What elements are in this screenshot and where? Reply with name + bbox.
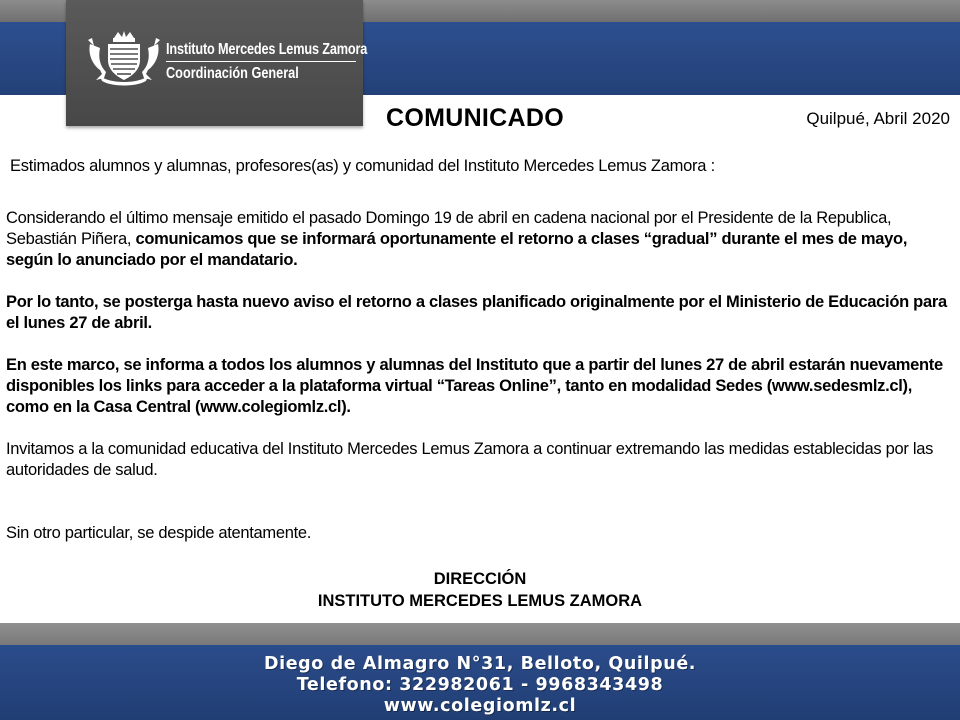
signature-block (0, 568, 960, 612)
closing-line: Sin otro particular, se despide atentamente. (6, 524, 312, 542)
signature-line-2: INSTITUTO MERCEDES LEMUS ZAMORA (317, 592, 643, 610)
document-body (6, 208, 956, 565)
greeting: Estimados alumnos y alumnas, profesores(as) y comunidad del Instituto Mercedes Lemus Zamora : (10, 157, 715, 175)
institution-name: Instituto Mercedes Lemus Zamora (166, 41, 368, 58)
footer-gray-band (0, 623, 960, 645)
paragraph-1-normal: Considerando el último mensaje emitido el pasado Domingo 19 de abril en cadena nacional por el Presidente de la Republica, Sebastián Piñera, (6, 209, 892, 248)
place-date: Quilpué, Abril 2020 (806, 109, 950, 128)
paragraph-3-text: En este marco, se informa a todos los alumnos y alumnas del Instituto que a partir del lunes 27 de abril estarán nuevamente disponibles los links para acceder a la plataforma virtual “Tareas Online”, tanto en modalidad Sedes (www.sedesmlz.cl), como en la Casa Central (www.colegiomlz.cl). (6, 356, 943, 416)
signature-line-1: DIRECCIÓN (433, 570, 527, 588)
logo-panel (66, 0, 368, 126)
paragraph-2-text: Por lo tanto, se posterga hasta nuevo aviso el retorno a clases planificado originalmente por el Ministerio de Educación para el lunes 27 de abril. (6, 293, 947, 332)
paragraph-2 (6, 292, 956, 334)
paragraph-3 (6, 355, 956, 418)
paragraph-1-bold: comunicamos que se informará oportunamente el retorno a clases “gradual” durante el mes de mayo, según lo anunciado por el mandatario. (6, 230, 908, 269)
paragraph-1 (6, 208, 956, 271)
footer-phone: Telefono: 322982061 - 9968343498 (296, 675, 664, 695)
document-title: COMUNICADO (386, 104, 564, 132)
footer-contact (0, 654, 960, 717)
paragraph-4: Invitamos a la comunidad educativa del Instituto Mercedes Lemus Zamora a continuar extremando las medidas establecidas por las autoridades de salud. (6, 440, 934, 479)
footer-website: www.colegiomlz.cl (383, 696, 577, 716)
department-name: Coordinación General (166, 65, 299, 82)
footer-address: Diego de Almagro N°31, Belloto, Quilpué. (263, 654, 697, 674)
coat-of-arms-icon (86, 30, 162, 86)
logo-divider (166, 61, 356, 62)
